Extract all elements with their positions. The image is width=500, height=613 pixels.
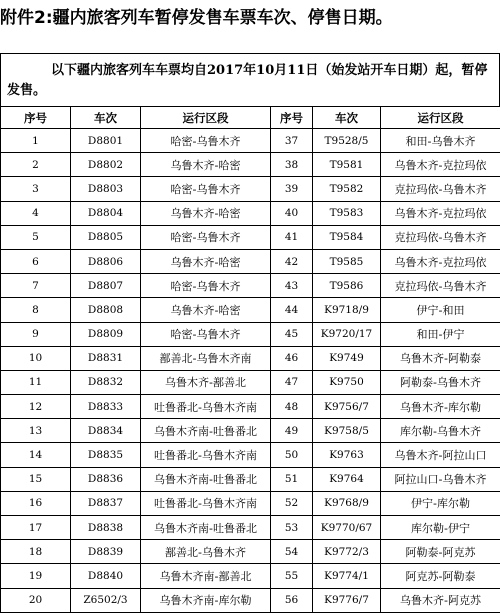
route-section-cell: 吐鲁番北-乌鲁木齐南 (141, 395, 271, 419)
train-number-cell: T9581 (313, 153, 381, 177)
row-number-cell: 53 (271, 516, 313, 540)
route-section-cell: 阿克苏-阿勒泰 (381, 564, 500, 588)
row-number-cell: 11 (1, 370, 71, 394)
row-number-cell: 19 (1, 564, 71, 588)
route-section-cell: 克拉玛依-乌鲁木齐 (381, 274, 500, 298)
train-number-cell: K9756/7 (313, 395, 381, 419)
route-section-cell: 乌鲁木齐南-鄯善北 (141, 564, 271, 588)
table-row (1, 467, 500, 491)
route-section-cell: 乌鲁木齐南-吐鲁番北 (141, 467, 271, 491)
page-heading: 附件2:疆内旅客列车暂停发售车票车次、停售日期。 (0, 7, 500, 29)
column-header: 车次 (313, 107, 381, 129)
route-section-cell: 乌鲁木齐-鄯善北 (141, 370, 271, 394)
train-number-cell: K9718/9 (313, 298, 381, 322)
table-row (1, 491, 500, 515)
train-number-cell: D8801 (71, 129, 141, 153)
train-number-cell: D8837 (71, 491, 141, 515)
row-number-cell: 52 (271, 491, 313, 515)
train-number-cell: K9774/1 (313, 564, 381, 588)
train-number-cell: D8806 (71, 249, 141, 273)
row-number-cell: 39 (271, 177, 313, 201)
route-section-cell: 乌鲁木齐-阿拉山口 (381, 443, 500, 467)
row-number-cell: 41 (271, 225, 313, 249)
train-number-cell: K9758/5 (313, 419, 381, 443)
train-number-cell: D8802 (71, 153, 141, 177)
table-row (1, 298, 500, 322)
route-section-cell: 吐鲁番北-乌鲁木齐南 (141, 491, 271, 515)
table-row (1, 153, 500, 177)
route-section-cell: 乌鲁木齐-哈密 (141, 298, 271, 322)
route-section-cell: 乌鲁木齐-克拉玛依 (381, 153, 500, 177)
train-number-cell: K9772/3 (313, 540, 381, 564)
route-section-cell: 阿勒泰-阿克苏 (381, 540, 500, 564)
train-number-cell: D8807 (71, 274, 141, 298)
route-section-cell: 乌鲁木齐-阿勒泰 (381, 346, 500, 370)
row-number-cell: 17 (1, 516, 71, 540)
train-number-cell: D8803 (71, 177, 141, 201)
table-row (1, 225, 500, 249)
row-number-cell: 18 (1, 540, 71, 564)
row-number-cell: 5 (1, 225, 71, 249)
train-number-cell: D8831 (71, 346, 141, 370)
table-row (1, 419, 500, 443)
column-header: 运行区段 (141, 107, 271, 129)
row-number-cell: 45 (271, 322, 313, 346)
train-number-cell: K9764 (313, 467, 381, 491)
train-number-cell: D8809 (71, 322, 141, 346)
train-number-cell: T9586 (313, 274, 381, 298)
train-number-cell: K9770/67 (313, 516, 381, 540)
row-number-cell: 43 (271, 274, 313, 298)
route-section-cell: 和田-乌鲁木齐 (381, 129, 500, 153)
route-section-cell: 克拉玛依-乌鲁木齐 (381, 177, 500, 201)
route-section-cell: 阿勒泰-乌鲁木齐 (381, 370, 500, 394)
route-section-cell: 哈密-乌鲁木齐 (141, 177, 271, 201)
train-number-cell: T9584 (313, 225, 381, 249)
table-row (1, 516, 500, 540)
row-number-cell: 13 (1, 419, 71, 443)
column-header: 序号 (271, 107, 313, 129)
train-number-cell: K9750 (313, 370, 381, 394)
route-section-cell: 吐鲁番北-乌鲁木齐南 (141, 443, 271, 467)
train-number-cell: D8835 (71, 443, 141, 467)
route-section-cell: 哈密-乌鲁木齐 (141, 129, 271, 153)
row-number-cell: 1 (1, 129, 71, 153)
route-section-cell: 乌鲁木齐-克拉玛依 (381, 249, 500, 273)
route-section-cell: 鄯善北-乌鲁木齐南 (141, 346, 271, 370)
route-section-cell: 伊宁-库尔勒 (381, 491, 500, 515)
table-row (1, 129, 500, 153)
row-number-cell: 44 (271, 298, 313, 322)
train-number-cell: D8840 (71, 564, 141, 588)
row-number-cell: 2 (1, 153, 71, 177)
route-section-cell: 哈密-乌鲁木齐 (141, 225, 271, 249)
table-body (1, 129, 500, 613)
table-row (1, 346, 500, 370)
train-number-cell: D8808 (71, 298, 141, 322)
route-section-cell: 乌鲁木齐-库尔勒 (381, 395, 500, 419)
column-header: 车次 (71, 107, 141, 129)
route-section-cell: 哈密-乌鲁木齐 (141, 322, 271, 346)
route-section-cell: 伊宁-和田 (381, 298, 500, 322)
row-number-cell: 6 (1, 249, 71, 273)
table-row (1, 322, 500, 346)
row-number-cell: 54 (271, 540, 313, 564)
route-section-cell: 哈密-乌鲁木齐 (141, 274, 271, 298)
train-number-cell: D8836 (71, 467, 141, 491)
row-number-cell: 56 (271, 588, 313, 612)
row-number-cell: 10 (1, 346, 71, 370)
train-number-cell: D8839 (71, 540, 141, 564)
route-section-cell: 库尔勒-乌鲁木齐 (381, 419, 500, 443)
route-section-cell: 鄯善北-乌鲁木齐 (141, 540, 271, 564)
route-section-cell: 乌鲁木齐-阿克苏 (381, 588, 500, 612)
table-row (1, 443, 500, 467)
row-number-cell: 47 (271, 370, 313, 394)
row-number-cell: 40 (271, 201, 313, 225)
route-section-cell: 克拉玛依-乌鲁木齐 (381, 225, 500, 249)
row-number-cell: 46 (271, 346, 313, 370)
route-section-cell: 和田-伊宁 (381, 322, 500, 346)
route-section-cell: 乌鲁木齐南-吐鲁番北 (141, 516, 271, 540)
row-number-cell: 20 (1, 588, 71, 612)
row-number-cell: 12 (1, 395, 71, 419)
table-row (1, 201, 500, 225)
train-number-cell: K9768/9 (313, 491, 381, 515)
table-header-row (1, 107, 500, 129)
route-section-cell: 乌鲁木齐-哈密 (141, 249, 271, 273)
table-row (1, 249, 500, 273)
route-section-cell: 乌鲁木齐-克拉玛依 (381, 201, 500, 225)
train-number-cell: D8838 (71, 516, 141, 540)
route-section-cell: 乌鲁木齐-哈密 (141, 153, 271, 177)
table-row (1, 564, 500, 588)
row-number-cell: 51 (271, 467, 313, 491)
train-number-cell: K9763 (313, 443, 381, 467)
train-number-cell: D8834 (71, 419, 141, 443)
row-number-cell: 15 (1, 467, 71, 491)
row-number-cell: 7 (1, 274, 71, 298)
table-row (1, 370, 500, 394)
route-section-cell: 乌鲁木齐南-库尔勒 (141, 588, 271, 612)
train-number-cell: K9776/7 (313, 588, 381, 612)
row-number-cell: 16 (1, 491, 71, 515)
route-section-cell: 阿拉山口-乌鲁木齐 (381, 467, 500, 491)
row-number-cell: 9 (1, 322, 71, 346)
row-number-cell: 4 (1, 201, 71, 225)
row-number-cell: 49 (271, 419, 313, 443)
train-number-cell: K9720/17 (313, 322, 381, 346)
route-section-cell: 乌鲁木齐-哈密 (141, 201, 271, 225)
row-number-cell: 55 (271, 564, 313, 588)
route-section-cell: 乌鲁木齐南-吐鲁番北 (141, 419, 271, 443)
table-row (1, 177, 500, 201)
table-row (1, 395, 500, 419)
train-number-cell: D8832 (71, 370, 141, 394)
train-number-cell: D8804 (71, 201, 141, 225)
column-header: 序号 (1, 107, 71, 129)
table-row (1, 540, 500, 564)
row-number-cell: 8 (1, 298, 71, 322)
row-number-cell: 37 (271, 129, 313, 153)
row-number-cell: 48 (271, 395, 313, 419)
train-number-cell: T9582 (313, 177, 381, 201)
train-number-cell: T9585 (313, 249, 381, 273)
row-number-cell: 14 (1, 443, 71, 467)
suspended-trains-table (0, 106, 500, 613)
column-header: 运行区段 (381, 107, 500, 129)
route-section-cell: 库尔勒-伊宁 (381, 516, 500, 540)
row-number-cell: 3 (1, 177, 71, 201)
train-number-cell: D8805 (71, 225, 141, 249)
train-number-cell: T9583 (313, 201, 381, 225)
train-number-cell: D8833 (71, 395, 141, 419)
row-number-cell: 42 (271, 249, 313, 273)
row-number-cell: 38 (271, 153, 313, 177)
row-number-cell: 50 (271, 443, 313, 467)
train-number-cell: K9749 (313, 346, 381, 370)
train-number-cell: Z6502/3 (71, 588, 141, 612)
table-row (1, 588, 500, 612)
train-number-cell: T9528/5 (313, 129, 381, 153)
table-row (1, 274, 500, 298)
notice-text: 以下疆内旅客列车车票均自2017年10月11日（始发站开车日期）起，暂停发售。 (0, 53, 500, 107)
